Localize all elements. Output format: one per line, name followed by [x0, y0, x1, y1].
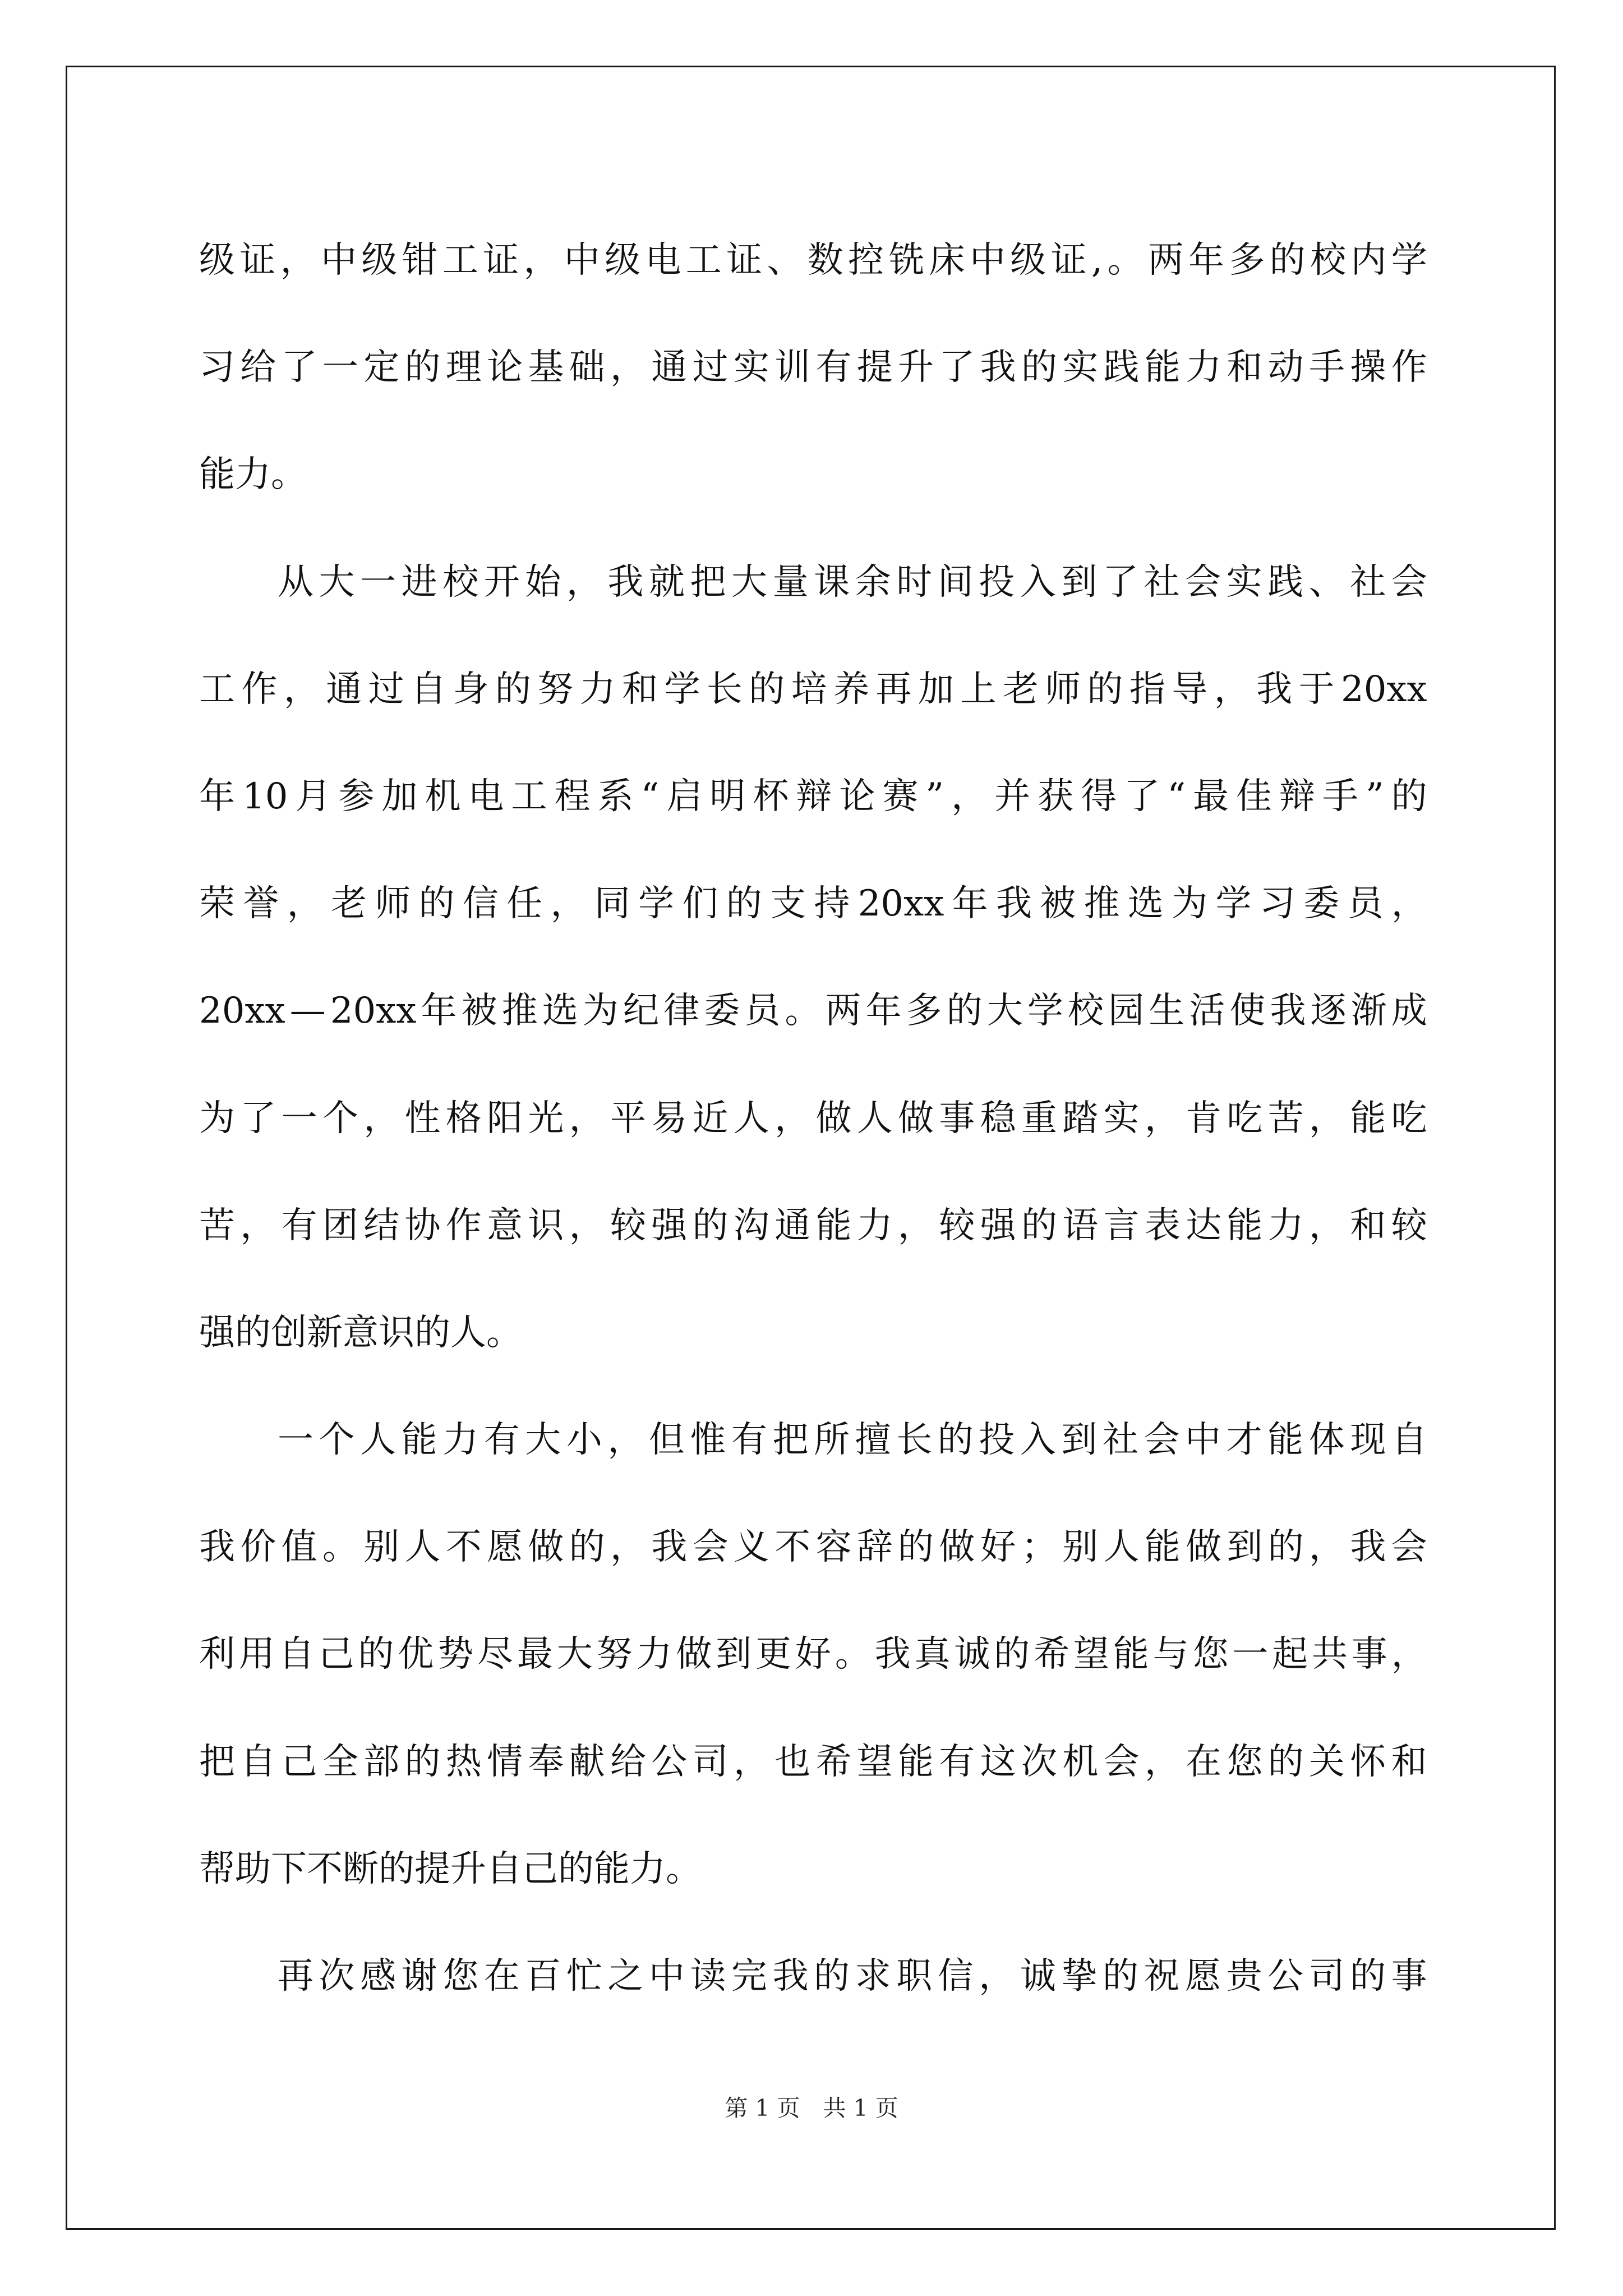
text-line: 20xx — 20xx 年 被 推 选 为 纪 律 委 员 。 两 年 多 的 大 学 校 园 生 活 使 我 逐 渐 成: [199, 990, 1427, 1032]
text-line: 荣 誉 ， 老 师 的 信 任 ， 同 学 们 的 支 持 20xx 年 我 被 推 选 为 学 习 委 员 ，: [199, 883, 1427, 925]
page-total: 共 1 页: [823, 2095, 898, 2122]
text-line: 能力。: [199, 454, 307, 496]
text-line: 帮助下不断的提升自己的能力。: [199, 1848, 702, 1890]
page-number: 第 1 页: [725, 2095, 800, 2122]
text-line: 为 了 一 个 ， 性 格 阳 光 ， 平 易 近 人 ， 做 人 做 事 稳 重 踏 实 ， 肯 吃 苦 ， 能 吃: [199, 1097, 1427, 1139]
text-line: 我 价 值 。 别 人 不 愿 做 的 ， 我 会 义 不 容 辞 的 做 好 ； 别 人 能 做 到 的 ， 我 会: [199, 1526, 1427, 1568]
text-line: 工 作 ， 通 过 自 身 的 努 力 和 学 长 的 培 养 再 加 上 老 师 的 指 导 ， 我 于 20xx: [199, 668, 1427, 710]
text-line: 从 大 一 进 校 开 始 ， 我 就 把 大 量 课 余 时 间 投 入 到 了 社 会 实 践 、 社 会: [278, 561, 1427, 603]
text-line: 年 10 月 参 加 机 电 工 程 系 “ 启 明 杯 辩 论 赛 ” ， 并 获 得 了 “ 最 佳 辩 手 ” 的: [199, 775, 1427, 817]
text-line: 再 次 感 谢 您 在 百 忙 之 中 读 完 我 的 求 职 信 ， 诚 挚 的 祝 愿 贵 公 司 的 事: [278, 1955, 1427, 1997]
text-line: 利 用 自 己 的 优 势 尽 最 大 努 力 做 到 更 好 。 我 真 诚 的 希 望 能 与 您 一 起 共 事 ，: [199, 1634, 1427, 1676]
document-body: [199, 207, 1427, 2030]
text-line: 强的创新意识的人。: [199, 1312, 522, 1354]
text-line: 一 个 人 能 力 有 大 小 ， 但 惟 有 把 所 擅 长 的 投 入 到 社 会 中 才 能 体 现 自: [278, 1419, 1427, 1461]
text-line: 级 证 ， 中 级 钳 工 证 ， 中 级 电 工 证 、 数 控 铣 床 中 级 证 , 。 两 年 多 的 校 内 学: [199, 240, 1427, 281]
page-footer: [0, 2091, 1623, 2125]
text-line: 把 自 己 全 部 的 热 情 奉 献 给 公 司 ， 也 希 望 能 有 这 次 机 会 ， 在 您 的 关 怀 和: [199, 1741, 1427, 1783]
text-line: 苦 ， 有 团 结 协 作 意 识 ， 较 强 的 沟 通 能 力 ， 较 强 的 语 言 表 达 能 力 ， 和 较: [199, 1204, 1427, 1246]
text-line: 习 给 了 一 定 的 理 论 基 础 ， 通 过 实 训 有 提 升 了 我 的 实 践 能 力 和 动 手 操 作: [199, 347, 1427, 389]
